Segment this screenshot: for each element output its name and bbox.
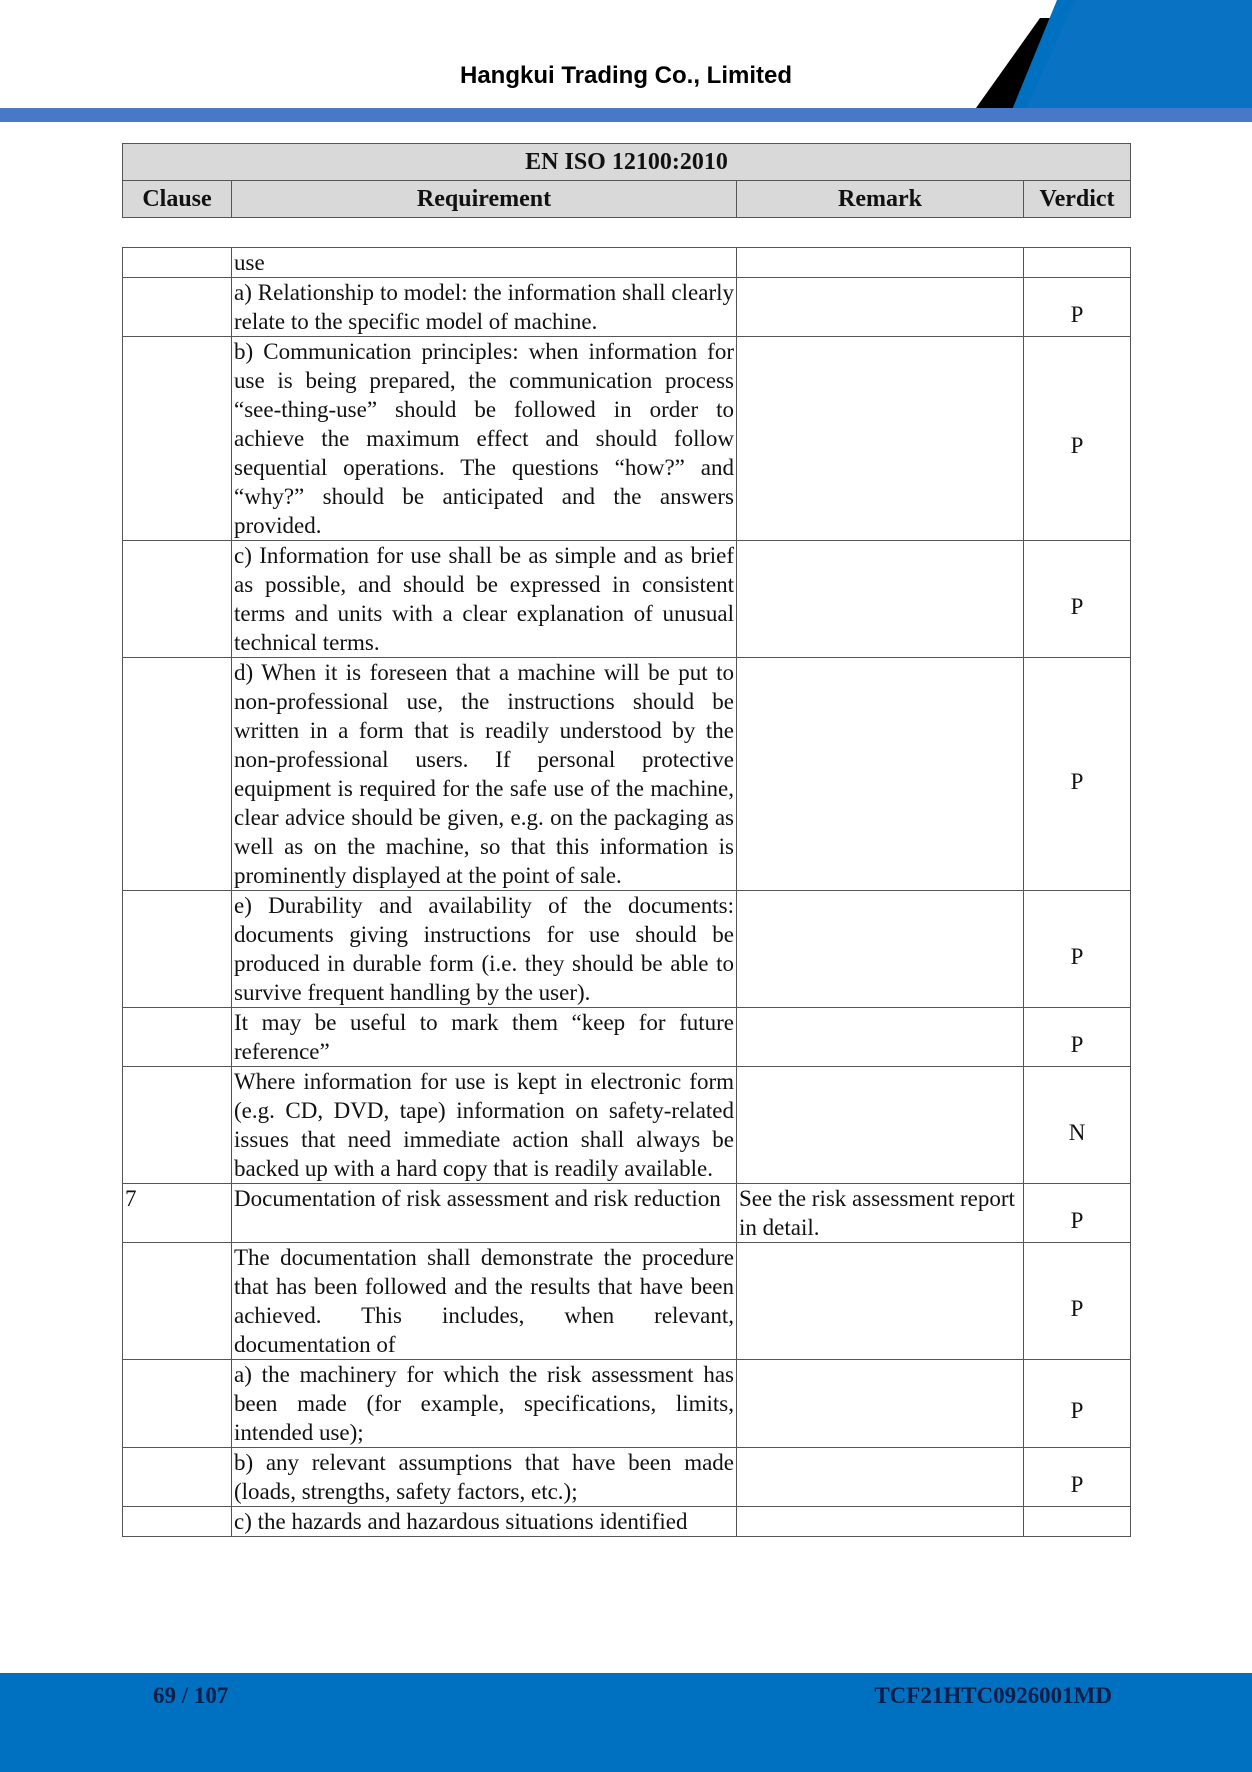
requirement-cell: b) any relevant assumptions that have been made (loads, strengths, safety factors, etc.); — [232, 1448, 737, 1507]
table-row — [123, 337, 1131, 541]
table-row — [123, 891, 1131, 1008]
clause-cell — [123, 1360, 232, 1448]
remark-cell — [737, 541, 1024, 658]
clause-cell — [123, 1067, 232, 1184]
clause-cell — [123, 1507, 232, 1537]
verdict-cell: P — [1024, 1448, 1131, 1507]
requirement-cell: b) Communication principles: when information for use is being prepared, the communication process “see-thing-use” should be followed in order to achieve the maximum effect and should follow sequential operations. The questions “how?” and “why?” should be anticipated and the answers provided. — [232, 337, 737, 541]
remark-cell — [737, 1360, 1024, 1448]
requirement-cell: Where information for use is kept in electronic form (e.g. CD, DVD, tape) information on safety-related issues that need immediate action shall always be backed up with a hard copy that is readily available. — [232, 1067, 737, 1184]
table-row — [123, 1067, 1131, 1184]
requirement-cell: d) When it is foreseen that a machine will be put to non-professional use, the instructions should be written in a form that is readily understood by the non-professional users. If personal protective equipment is required for the safe use of the machine, clear advice should be given, e.g. on the packaging as well as on the machine, so that this information is prominently displayed at the point of sale. — [232, 658, 737, 891]
table-row — [123, 248, 1131, 278]
remark-cell — [737, 658, 1024, 891]
column-header-verdict: Verdict — [1024, 181, 1131, 218]
table-row — [123, 658, 1131, 891]
standard-title: EN ISO 12100:2010 — [123, 144, 1131, 181]
table-row — [123, 1507, 1131, 1537]
requirement-cell: c) the hazards and hazardous situations identified — [232, 1507, 737, 1537]
requirement-cell: It may be useful to mark them “keep for future reference” — [232, 1008, 737, 1067]
report-id: TCF21HTC0926001MD — [874, 1683, 1112, 1708]
clause-cell — [123, 541, 232, 658]
verdict-cell: P — [1024, 1360, 1131, 1448]
verdict-cell: P — [1024, 1243, 1131, 1360]
verdict-cell: P — [1024, 1008, 1131, 1067]
remark-cell — [737, 1008, 1024, 1067]
table-row — [123, 278, 1131, 337]
remark-cell — [737, 278, 1024, 337]
remark-cell — [737, 891, 1024, 1008]
verdict-cell: N — [1024, 1067, 1131, 1184]
table-row — [123, 1448, 1131, 1507]
table-header — [122, 143, 1131, 218]
clause-cell: 7 — [123, 1184, 232, 1243]
requirement-cell: a) the machinery for which the risk assessment has been made (for example, specifications, limits, intended use); — [232, 1360, 737, 1448]
remark-cell — [737, 337, 1024, 541]
requirement-cell: e) Durability and availability of the documents: documents giving instructions for use should be produced in durable form (i.e. they should be able to survive frequent handling by the user). — [232, 891, 737, 1008]
clause-cell — [123, 1008, 232, 1067]
verdict-cell: P — [1024, 278, 1131, 337]
requirement-cell: use — [232, 248, 737, 278]
clause-cell — [123, 1448, 232, 1507]
verdict-cell: P — [1024, 337, 1131, 541]
remark-cell — [737, 1067, 1024, 1184]
header-bar — [0, 108, 1252, 122]
requirement-cell: c) Information for use shall be as simple and as brief as possible, and should be expressed in consistent terms and units with a clear explanation of unusual technical terms. — [232, 541, 737, 658]
table-row — [123, 1008, 1131, 1067]
clause-cell — [123, 337, 232, 541]
verdict-cell: P — [1024, 658, 1131, 891]
clause-cell — [123, 891, 232, 1008]
verdict-cell — [1024, 1507, 1131, 1537]
clause-cell — [123, 248, 232, 278]
table-row — [123, 1360, 1131, 1448]
requirement-cell: a) Relationship to model: the information shall clearly relate to the specific model of machine. — [232, 278, 737, 337]
column-header-remark: Remark — [737, 181, 1024, 218]
remark-cell — [737, 1243, 1024, 1360]
remark-cell — [737, 1448, 1024, 1507]
clause-cell — [123, 278, 232, 337]
requirement-cell: Documentation of risk assessment and risk reduction — [232, 1184, 737, 1243]
clause-cell — [123, 1243, 232, 1360]
remark-cell — [737, 248, 1024, 278]
table-row — [123, 541, 1131, 658]
requirement-cell: The documentation shall demonstrate the procedure that has been followed and the results that have been achieved. This includes, when relevant, documentation of — [232, 1243, 737, 1360]
table-row — [123, 1184, 1131, 1243]
company-name: Hangkui Trading Co., Limited — [459, 62, 792, 89]
verdict-cell — [1024, 248, 1131, 278]
verdict-cell: P — [1024, 891, 1131, 1008]
column-header-requirement: Requirement — [232, 181, 737, 218]
requirements-table — [122, 247, 1131, 1537]
column-header-clause: Clause — [123, 181, 232, 218]
verdict-cell: P — [1024, 541, 1131, 658]
header-corner-decoration — [960, 0, 1252, 122]
remark-cell — [737, 1507, 1024, 1537]
table-row — [123, 1243, 1131, 1360]
page-number: 69 / 107 — [153, 1683, 229, 1708]
clause-cell — [123, 658, 232, 891]
remark-cell: See the risk assessment report in detail. — [737, 1184, 1024, 1243]
verdict-cell: P — [1024, 1184, 1131, 1243]
